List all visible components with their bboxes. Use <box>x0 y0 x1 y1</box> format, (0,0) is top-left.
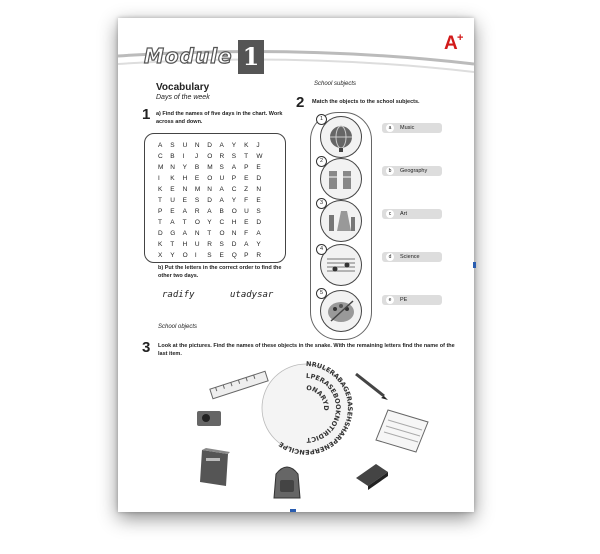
word-search-letter: A <box>219 142 224 149</box>
word-search-letter: O <box>194 219 200 226</box>
word-search-letter: O <box>207 175 213 182</box>
exercise-2-number: 2 <box>296 94 305 111</box>
exercise-3-number: 3 <box>142 339 151 356</box>
word-search-row <box>158 197 269 204</box>
word-search-letter: D <box>207 142 212 149</box>
word-search-letter: I <box>194 252 197 259</box>
word-search-letter: A <box>256 230 261 237</box>
subject-letter-e: e <box>386 296 394 304</box>
publisher-logo <box>444 32 468 57</box>
schoolbag-icon <box>266 458 308 502</box>
module-title: Module <box>144 44 233 68</box>
word-search-row <box>158 208 269 215</box>
subject-c <box>382 209 442 219</box>
word-search-letter: E <box>194 175 200 182</box>
word-search-letter: W <box>256 153 263 160</box>
word-search-letter: G <box>170 230 176 237</box>
object-lab-equipment <box>320 200 362 242</box>
word-search-letter: E <box>182 197 187 204</box>
pencil-icon <box>350 370 390 400</box>
word-search-letter: S <box>194 197 200 204</box>
word-search-letter: E <box>219 252 224 259</box>
object-paint-palette <box>320 290 362 332</box>
days-subheading: Days of the week <box>156 94 210 101</box>
word-search-letter: A <box>219 186 224 193</box>
word-search-letter: B <box>170 153 175 160</box>
word-search-letter: H <box>182 175 188 182</box>
edge-marker <box>473 262 476 268</box>
svg-text:+: + <box>457 32 464 44</box>
word-search-row <box>158 252 269 259</box>
word-search-letter: E <box>170 186 175 193</box>
word-search-letter: P <box>244 252 249 259</box>
word-search-letter: T <box>170 241 175 248</box>
word-search-letter: D <box>256 175 262 182</box>
word-search-letter: A <box>182 230 187 237</box>
word-search-letter: Y <box>256 241 261 248</box>
word-search-letter: R <box>194 208 200 215</box>
word-search-letter: A <box>182 208 187 215</box>
word-search-row <box>158 230 269 237</box>
word-search-letter: O <box>219 230 225 237</box>
subject-e <box>382 295 442 305</box>
subject-letter-b: b <box>386 167 394 175</box>
lab-equipment-icon <box>321 201 361 241</box>
word-search-letter: T <box>158 197 162 204</box>
word-search-letter: E <box>256 164 261 171</box>
word-search-letter: N <box>182 186 188 193</box>
word-search-letter: Z <box>244 186 249 193</box>
subject-name: PE <box>400 297 408 303</box>
word-search-letter: N <box>194 142 200 149</box>
vocabulary-heading: Vocabulary <box>156 82 210 93</box>
a-plus-logo-icon <box>444 32 468 52</box>
word-search-row <box>158 175 269 182</box>
word-search-row <box>158 164 269 171</box>
scrambled-word-1: radify <box>162 290 195 300</box>
word-search-letter: C <box>219 219 225 226</box>
word-search-letter: H <box>182 241 188 248</box>
word-search-letter: Y <box>231 142 237 149</box>
word-search-letter: O <box>231 208 237 215</box>
word-search-letter: Y <box>231 197 237 204</box>
music-notes-icon <box>321 245 361 285</box>
word-search-row <box>158 153 269 160</box>
subject-name: Geography <box>400 168 428 174</box>
word-search-letter: U <box>244 208 249 215</box>
exercise-1a-instruction: a) Find the names of five days in the chart. Work across and down. <box>156 111 283 125</box>
exercise-1-number: 1 <box>142 106 151 123</box>
word-search-letter: P <box>244 164 249 171</box>
dictionary-icon <box>194 446 234 488</box>
word-search-letter: C <box>231 186 237 193</box>
word-search-letter: M <box>207 164 213 171</box>
word-search-letter: U <box>194 241 200 248</box>
word-search-row <box>158 186 269 193</box>
word-search-letter: R <box>256 252 262 259</box>
word-search-letter: F <box>244 197 249 204</box>
snake-outer-ring: NRULERABAGERASEHSHARPENERPENCILPE <box>277 359 354 457</box>
word-search-letter: S <box>170 142 175 149</box>
word-search-letter: K <box>244 142 249 149</box>
object-number-2: 2 <box>316 156 327 167</box>
word-search-letter: D <box>207 197 212 204</box>
word-search-letter: X <box>158 252 163 259</box>
subject-name: Music <box>400 125 415 131</box>
svg-text:A: A <box>444 33 458 52</box>
word-search-letter: U <box>219 175 225 182</box>
word-search-letter: K <box>170 175 175 182</box>
word-search-letter: T <box>158 219 162 226</box>
word-search-letter: A <box>219 197 224 204</box>
word-search-letter: A <box>207 208 212 215</box>
word-search-letter: N <box>256 186 262 193</box>
word-search-letter: N <box>170 164 175 171</box>
word-search-letter: R <box>207 241 212 248</box>
word-search-letter: B <box>219 208 224 215</box>
word-search-letter: U <box>170 197 175 204</box>
word-search-letter: F <box>244 230 249 237</box>
scrambled-word-2: utadysar <box>230 290 274 300</box>
word-search-letter: J <box>194 153 199 160</box>
eraser-icon <box>352 458 392 492</box>
object-number-3: 3 <box>316 198 327 209</box>
word-search-letter: R <box>219 153 225 160</box>
word-search-row <box>158 142 269 149</box>
word-search-letter: Y <box>182 164 187 171</box>
word-search-letter: D <box>231 241 237 248</box>
word-search-letter: I <box>182 153 185 160</box>
word-search-letter: H <box>231 219 237 226</box>
word-search-letter: P <box>158 208 163 215</box>
word-search-letter: N <box>207 186 212 193</box>
object-number-1: 1 <box>316 114 327 125</box>
word-search-letter: S <box>256 208 261 215</box>
word-search-letter: O <box>207 153 213 160</box>
school-objects-heading: School objects <box>158 324 198 330</box>
worksheet-page <box>118 18 474 512</box>
subject-name: Science <box>400 254 420 260</box>
word-search-letter: N <box>231 230 237 237</box>
school-subjects-heading: School subjects <box>314 81 357 87</box>
word-search-letter: I <box>158 175 160 182</box>
word-search-letter: E <box>244 219 249 226</box>
word-snake-spiral <box>256 358 356 458</box>
subject-letter-c: c <box>386 210 394 218</box>
module-number: 1 <box>238 40 264 74</box>
word-search-letter: Y <box>170 252 175 259</box>
object-number-5: 5 <box>316 288 327 299</box>
word-search-letter: M <box>158 164 164 171</box>
word-search-letter: J <box>256 142 260 149</box>
subject-d <box>382 252 442 262</box>
word-search-letter: S <box>231 153 237 160</box>
edge-marker <box>290 509 296 512</box>
word-search-letter: S <box>219 241 224 248</box>
subject-b <box>382 166 442 176</box>
word-search-letter: T <box>207 230 212 237</box>
object-sneakers <box>320 158 362 200</box>
word-search-letter: T <box>182 219 187 226</box>
word-search-letter: D <box>256 219 262 226</box>
exercise-2-instruction: Match the objects to the school subjects. <box>312 99 420 105</box>
word-search-letter: D <box>158 230 163 237</box>
word-search-letter: A <box>170 219 175 226</box>
word-search-letter: U <box>182 142 188 149</box>
snake-middle-ring: LPERASEBOOKNOTIRDICT <box>305 371 343 445</box>
sneakers-icon <box>321 159 361 199</box>
word-search-row <box>158 219 269 226</box>
word-search-letter: S <box>219 164 224 171</box>
word-search-letter: O <box>182 252 188 259</box>
object-number-4: 4 <box>316 244 327 255</box>
word-search-letter: E <box>170 208 175 215</box>
exercise-1b-instruction: b) Put the letters in the correct order to find the other two days. <box>158 265 282 279</box>
object-globe <box>320 116 362 158</box>
subject-letter-a: a <box>386 124 394 132</box>
word-search-letter: E <box>244 175 249 182</box>
subject-name: Art <box>400 211 408 217</box>
word-search-letter: A <box>244 241 249 248</box>
word-search-letter: Y <box>207 219 212 226</box>
globe-icon <box>321 117 361 157</box>
subject-letter-d: d <box>386 253 394 261</box>
word-search-letter: T <box>244 153 249 160</box>
word-search-letter: A <box>231 164 237 171</box>
word-search-letter: A <box>158 142 163 149</box>
word-search-letter: B <box>194 164 200 171</box>
word-search-letter: M <box>194 186 201 193</box>
word-search-letter: K <box>158 241 163 248</box>
word-search-letter: Q <box>231 252 237 259</box>
snake-inner-ring: ONARYD <box>305 383 330 411</box>
subject-a <box>382 123 442 133</box>
word-search-letter: S <box>207 252 212 259</box>
word-search-row <box>158 241 269 248</box>
sharpener-icon <box>194 406 224 430</box>
word-search-letter: N <box>194 230 200 237</box>
notebook-icon <box>374 408 430 454</box>
exercise-3-instruction: Look at the pictures. Find the names of these objects in the snake. With the remaining letters find the name of the last item. <box>158 343 455 357</box>
word-search-letter: P <box>231 175 237 182</box>
paint-palette-icon <box>321 291 361 331</box>
word-search-letter: C <box>158 153 163 160</box>
word-search-letter: K <box>158 186 163 193</box>
word-search-letter: E <box>256 197 261 204</box>
